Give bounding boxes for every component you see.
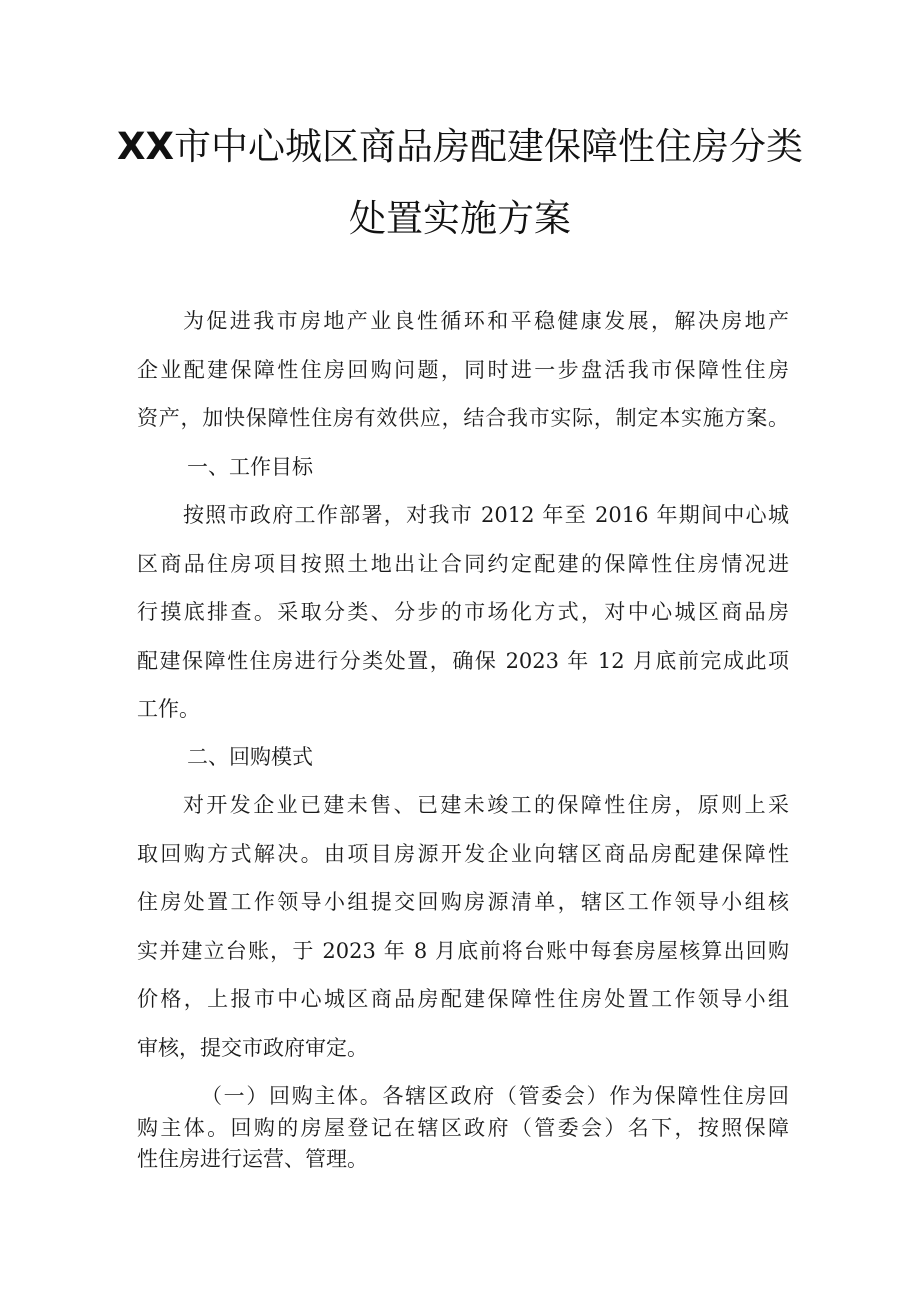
paragraph-line: 行摸底排查。采取分类、分步的市场化方式，对中心城区商品房 bbox=[137, 600, 789, 624]
paragraph-line: 为促进我市房地产业良性循环和平稳健康发展，解决房地产 bbox=[183, 309, 789, 333]
section-2-heading: 二、回购模式 bbox=[187, 745, 313, 769]
paragraph-line: 区商品住房项目按照土地出让合同约定配建的保障性住房情况进 bbox=[137, 551, 789, 576]
document-title-line-1 bbox=[0, 125, 920, 168]
paragraph-line: 购主体。回购的房屋登记在辖区政府（管委会）名下，按照保障 bbox=[137, 1115, 789, 1140]
paragraph-line: 对开发企业已建未售、已建未竣工的保障性住房，原则上采 bbox=[183, 793, 789, 817]
intro-paragraph bbox=[137, 297, 789, 443]
paragraph-line: 配建保障性住房进行分类处置，确保 2023 年 12 月底前完成此项 bbox=[137, 648, 789, 673]
paragraph-line: 价格，上报市中心城区商品房配建保障性住房处置工作领导小组 bbox=[137, 987, 789, 1011]
section-2-paragraph bbox=[137, 781, 789, 1072]
title-line-1-text: 市中心城区商品房配建保障性住房分类 bbox=[174, 125, 804, 168]
paragraph-line: 按照市政府工作部署，对我市 2012 年至 2016 年期间中心城 bbox=[183, 503, 789, 527]
title-prefix: XX bbox=[116, 125, 175, 168]
paragraph-line: （一）回购主体。各辖区政府（管委会）作为保障性住房回 bbox=[201, 1084, 789, 1108]
paragraph-line: 企业配建保障性住房回购问题，同时进一步盘活我市保障性住房 bbox=[137, 357, 789, 382]
paragraph-line: 住房处置工作领导小组提交回购房源清单，辖区工作领导小组核 bbox=[137, 890, 789, 914]
section-1-heading: 一、工作目标 bbox=[187, 455, 313, 479]
paragraph-line: 取回购方式解决。由项目房源开发企业向辖区商品房配建保障性 bbox=[137, 841, 789, 866]
paragraph-line: 性住房进行运营、管理。 bbox=[137, 1147, 368, 1171]
document-title-line-2: 处置实施方案 bbox=[349, 197, 571, 240]
paragraph-line: 审核，提交市政府审定。 bbox=[137, 1035, 368, 1060]
paragraph-line: 资产，加快保障性住房有效供应，结合我市实际，制定本实施方案。 bbox=[137, 406, 789, 430]
subsection-1-paragraph bbox=[137, 1081, 789, 1176]
paragraph-line: 实并建立台账，于 2023 年 8 月底前将台账中每套房屋核算出回购 bbox=[137, 938, 789, 963]
section-1-paragraph bbox=[137, 491, 789, 734]
paragraph-line: 工作。 bbox=[137, 697, 200, 721]
